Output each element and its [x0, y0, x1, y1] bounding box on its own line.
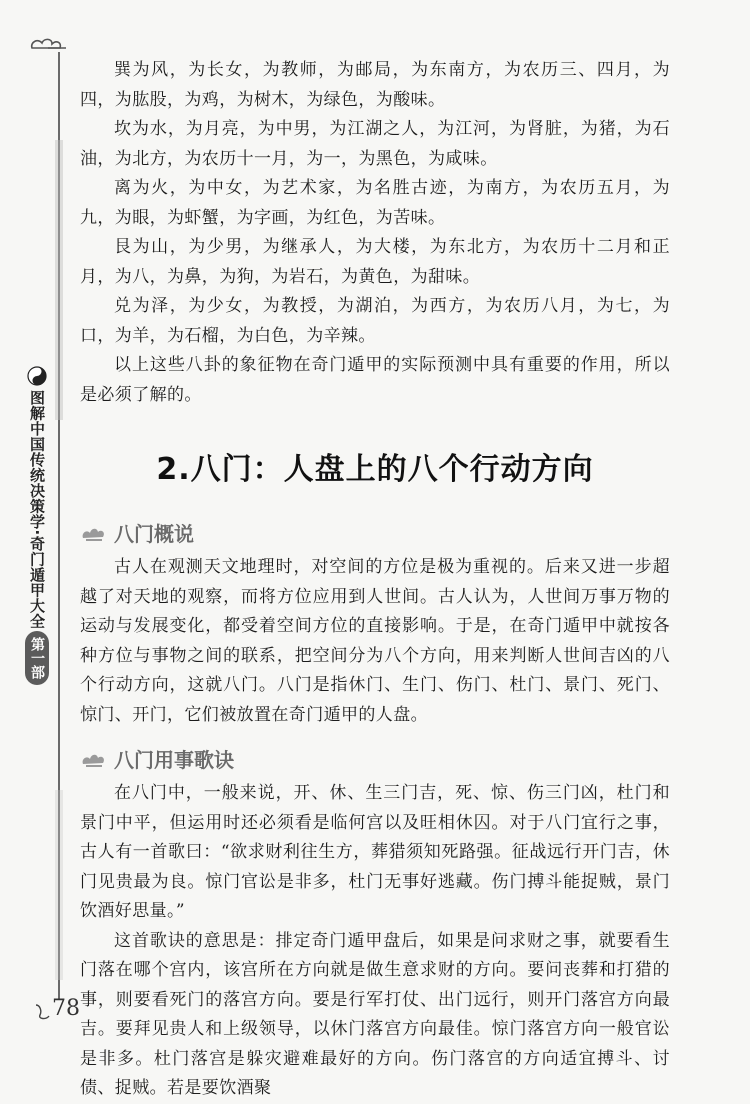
- margin-shade-lower: [55, 790, 63, 980]
- paragraph-li: 离为火，为中女，为艺术家，为名胜古迹，为南方，为农历五月，为九，为眼，为虾蟹，为字画，为红色，为苦味。: [80, 178, 670, 228]
- page-body: [80, 56, 670, 1104]
- cloud-bullet-icon: [80, 523, 106, 543]
- paragraph-dui: 兑为泽，为少女，为教授，为湖泊，为西方，为农历八月，为七，为口，为羊，为石榴，为白色，为辛辣。: [80, 296, 670, 346]
- corner-cloud-ornament-icon: [28, 34, 68, 54]
- page-number: [34, 996, 80, 1021]
- paragraph-overview: 古人在观测天文地理时，对空间的方位是极为重视的。后来又进一步超越了对天地的观察，而将方位应用到人世间。古人认为，人世间万事万物的运动与发展变化，都受着空间方位的直接影响。于是，在奇门遁甲中就按各种方位与事物之间的联系，把空间分为八个方向，用来判断人世间吉凶的八个行动方向，这就八门。八门是指休门、生门、伤门、杜门、景门、死门、惊门、开门，它们被放置在奇门遁甲的人盘。: [80, 557, 670, 725]
- subheading-rhyme: [80, 744, 670, 773]
- subheading-rhyme-label: 八门用事歌诀: [114, 748, 234, 772]
- paragraph-explanation: 这首歌诀的意思是：排定奇门遁甲盘后，如果是问求财之事，就要看生门落在哪个宫内，该宫所在方向就是做生意求财的方向。要问丧葬和打猎的事，则要看死门的落宫方向。要是行军打仗、出门远行，则开门落宫方向最吉。要拜见贵人和上级领导，以休门落宫方向最佳。惊门落宫方向一般官讼是非多。杜门落宫是躲灾避难最好的方向。伤门落宫的方向适宜搏斗、讨债、捉贼。若是要饮酒聚: [80, 930, 670, 1098]
- swirl-ornament-icon: [34, 1001, 52, 1021]
- page-number-label: 78: [52, 996, 80, 1021]
- book-title-vertical: 图解中国传统决策学·奇门遁甲大全: [28, 390, 46, 629]
- side-running-title: [22, 366, 52, 685]
- margin-shade: [55, 140, 63, 420]
- paragraph-kan: 坎为水，为月亮，为中男，为江湖之人，为江河，为肾脏，为猪，为石油，为北方，为农历十一月，为一，为黑色，为咸味。: [80, 119, 670, 169]
- part-badge: 第一部: [25, 631, 49, 685]
- cloud-bullet-icon: [80, 749, 106, 769]
- subheading-overview: [80, 518, 670, 547]
- yin-yang-icon: [27, 366, 47, 386]
- section-title: 2.八门：人盘上的八个行动方向: [156, 452, 594, 487]
- paragraph-rhyme: 在八门中，一般来说，开、休、生三门吉，死、惊、伤三门凶，杜门和景门中平，但运用时还必须看是临何宫以及旺相休囚。对于八门宜行之事，古人有一首歌曰：“欲求财利往生方，葬猎须知死路强。征战远行开门吉，休门见贵最为良。惊门官讼是非多，杜门无事好逃藏。伤门搏斗能捉贼，景门饮酒好思量。”: [80, 783, 670, 921]
- paragraph-summary: 以上这些八卦的象征物在奇门遁甲的实际预测中具有重要的作用，所以是必须了解的。: [80, 355, 670, 405]
- paragraph-xun: 巽为风，为长女，为教师，为邮局，为东南方，为农历三、四月，为四，为肱股，为鸡，为树木，为绿色，为酸味。: [80, 60, 670, 110]
- paragraph-gen: 艮为山，为少男，为继承人，为大楼，为东北方，为农历十二月和正月，为八，为鼻，为狗，为岩石，为黄色，为甜味。: [80, 237, 670, 287]
- subheading-overview-label: 八门概说: [114, 522, 194, 546]
